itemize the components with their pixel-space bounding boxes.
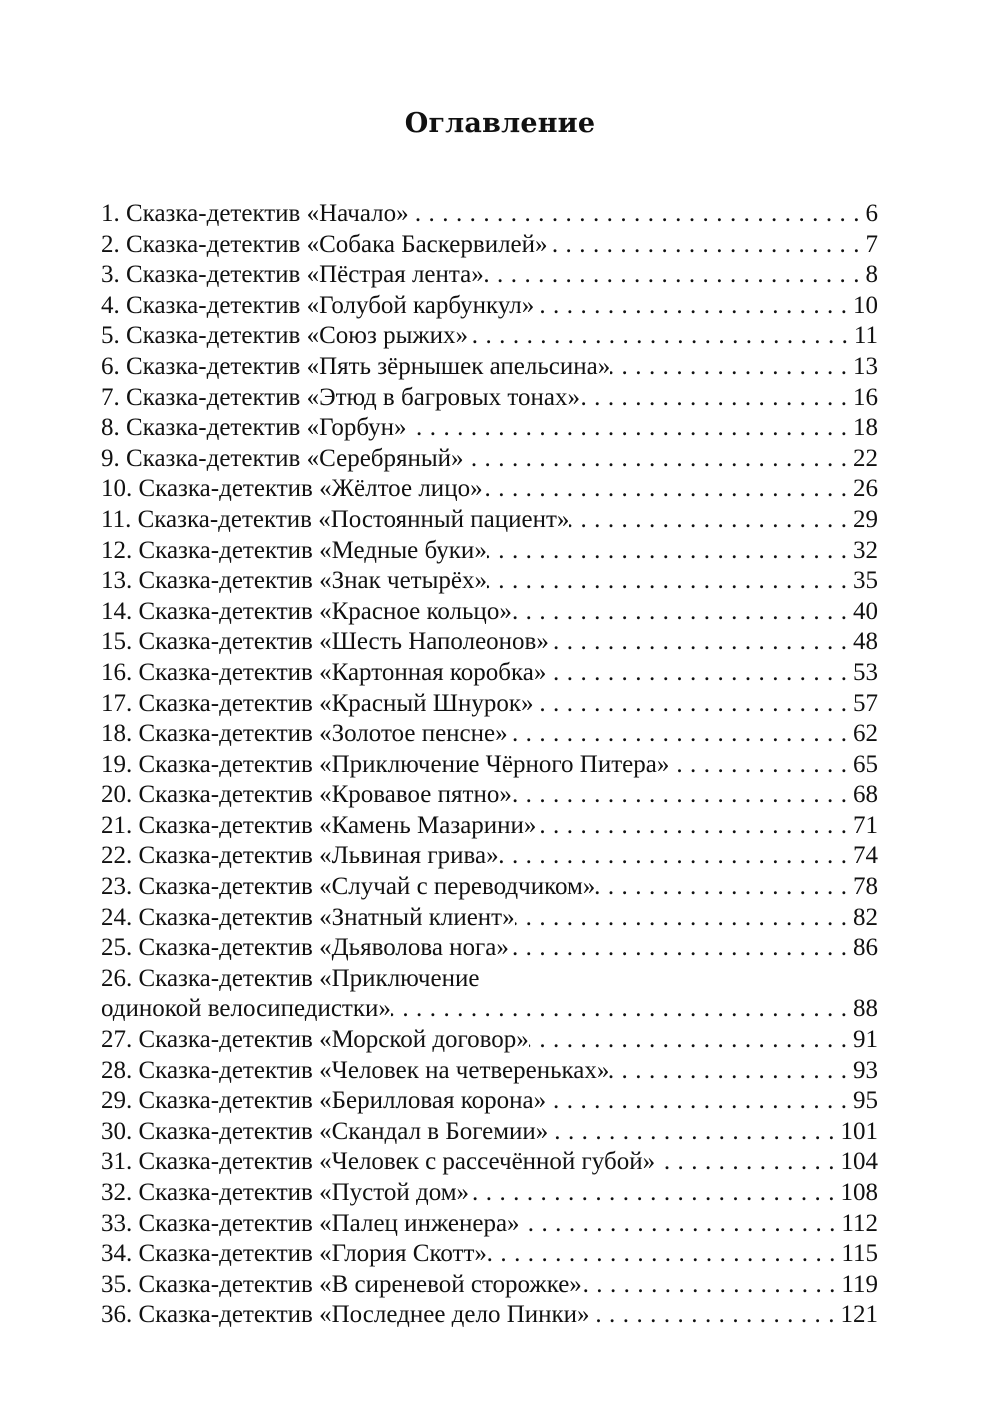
toc-dot-leader	[610, 352, 853, 383]
toc-page-number: 115	[841, 1240, 878, 1268]
toc-page-number: 57	[853, 689, 878, 717]
toc-entry-title: 32. Сказка-детектив «Пустой дом»	[101, 1179, 470, 1206]
toc-entry-title: 17. Сказка-детектив «Красный Шнурок»	[101, 689, 534, 717]
toc-entry-title: 9. Сказка-детектив «Серебряный»	[101, 444, 464, 472]
toc-dot-leader	[468, 321, 854, 352]
toc-entry-title: 29. Сказка-детектив «Берилловая корона»	[101, 1087, 547, 1115]
toc-entry-title: 36. Сказка-детектив «Последнее дело Пинки»	[101, 1301, 590, 1329]
toc-entry[interactable]	[101, 597, 878, 628]
toc-page-number: 7	[865, 230, 878, 258]
toc-page-number: 16	[853, 383, 878, 411]
toc-entry[interactable]	[101, 903, 878, 934]
toc-dot-leader	[499, 841, 853, 872]
toc-entry-title: 10. Сказка-детектив «Жёлтое лицо»	[101, 475, 483, 503]
toc-entry-title: 28. Сказка-детектив «Человек на четвереньках»	[101, 1056, 610, 1084]
toc-dot-leader	[590, 1300, 841, 1331]
toc-page-number: 29	[853, 505, 878, 533]
toc-dot-leader	[582, 1270, 842, 1301]
toc-dot-leader	[548, 1117, 840, 1148]
toc-dot-leader	[569, 505, 853, 536]
toc-dot-leader	[609, 1056, 853, 1087]
toc-entry[interactable]	[101, 780, 878, 811]
toc-dot-leader	[508, 719, 853, 750]
toc-entry[interactable]	[101, 444, 878, 475]
toc-entry-title: 14. Сказка-детектив «Красное кольцо»	[101, 597, 512, 625]
toc-page-number: 74	[853, 842, 878, 870]
toc-entry-title: 11. Сказка-детектив «Постоянный пациент»	[101, 505, 570, 533]
toc-dot-leader	[469, 1178, 840, 1209]
toc-dot-leader	[655, 1147, 840, 1178]
toc-page-number: 88	[853, 995, 878, 1023]
toc-dot-leader	[534, 291, 853, 322]
toc-dot-leader	[391, 994, 853, 1025]
toc-dot-leader	[669, 750, 853, 781]
toc-entry-title: 3. Сказка-детектив «Пёстрая лента»	[101, 261, 484, 289]
toc-entry[interactable]	[101, 566, 878, 597]
toc-dot-leader	[512, 597, 853, 628]
toc-entry[interactable]	[101, 1086, 878, 1117]
toc-entry[interactable]	[101, 413, 878, 444]
toc-entry[interactable]	[101, 383, 878, 414]
toc-entry-title: 2. Сказка-детектив «Собака Баскервилей»	[101, 230, 548, 258]
toc-entry[interactable]	[101, 1300, 878, 1331]
toc-page-number: 68	[853, 781, 878, 809]
toc-dot-leader	[487, 536, 853, 567]
toc-dot-leader	[580, 383, 853, 414]
toc-dot-leader	[534, 689, 853, 720]
page-title: Оглавление	[404, 108, 596, 139]
toc-entry[interactable]	[101, 994, 878, 1025]
toc-entry[interactable]	[101, 1209, 878, 1240]
toc-entry-title: 13. Сказка-детектив «Знак четырёх»	[101, 567, 487, 595]
toc-entry-title: 8. Сказка-детектив «Горбун»	[101, 414, 407, 442]
toc-entry-title: 33. Сказка-детектив «Палец инженера»	[101, 1209, 520, 1237]
toc-entry-title: 7. Сказка-детектив «Этюд в багровых тонах»	[101, 383, 580, 411]
toc-entry[interactable]	[101, 627, 878, 658]
toc-entry[interactable]	[101, 1147, 878, 1178]
toc-entry[interactable]	[101, 872, 878, 903]
toc-page-number: 121	[840, 1301, 878, 1329]
toc-entry[interactable]	[101, 689, 878, 720]
toc-dot-leader	[487, 1239, 842, 1270]
toc-page-number: 35	[853, 567, 878, 595]
table-of-contents	[101, 199, 878, 1331]
toc-page-number: 40	[853, 597, 878, 625]
toc-page-number: 91	[853, 1026, 878, 1054]
toc-entry[interactable]	[101, 230, 878, 261]
toc-entry[interactable]	[101, 1117, 878, 1148]
toc-entry[interactable]	[101, 352, 878, 383]
toc-page-number: 18	[853, 414, 878, 442]
toc-entry[interactable]	[101, 1056, 878, 1087]
toc-dot-leader	[548, 230, 866, 261]
toc-entry[interactable]	[101, 505, 878, 536]
toc-page-number: 65	[853, 750, 878, 778]
toc-entry-title: 30. Сказка-детектив «Скандал в Богемии»	[101, 1117, 549, 1145]
toc-entry-title: 22. Сказка-детектив «Львиная грива»	[101, 842, 499, 870]
toc-dot-leader	[464, 444, 853, 475]
toc-entry-title: 15. Сказка-детектив «Шесть Наполеонов»	[101, 628, 549, 656]
toc-dot-leader	[509, 933, 853, 964]
toc-entry-title: 16. Сказка-детектив «Картонная коробка»	[101, 658, 547, 686]
toc-page-number: 101	[840, 1117, 878, 1145]
toc-entry-title: 20. Сказка-детектив «Кровавое пятно»	[101, 781, 512, 809]
toc-page-number: 32	[853, 536, 878, 564]
toc-entry-title: 27. Сказка-детектив «Морской договор»	[101, 1026, 529, 1054]
toc-dot-leader	[546, 1086, 853, 1117]
toc-page-number: 95	[853, 1087, 878, 1115]
toc-dot-leader	[483, 474, 853, 505]
toc-entry[interactable]	[101, 964, 878, 995]
toc-dot-leader	[487, 566, 853, 597]
toc-dot-leader	[546, 658, 853, 689]
toc-entry-title: 24. Сказка-детектив «Знатный клиент»	[101, 903, 515, 931]
toc-page-number: 8	[865, 261, 878, 289]
toc-page-number: 108	[840, 1179, 878, 1206]
toc-page-number: 104	[840, 1148, 878, 1176]
toc-entry-title: 6. Сказка-детектив «Пять зёрнышек апельсина»	[101, 352, 611, 380]
toc-entry-title: 23. Сказка-детектив «Случай с переводчиком»	[101, 873, 596, 901]
toc-page-number: 22	[853, 444, 878, 472]
toc-dot-leader	[407, 413, 853, 444]
toc-page-number: 11	[853, 322, 878, 350]
toc-entry-title: одинокой велосипедистки»	[101, 995, 391, 1023]
toc-page-number: 10	[853, 291, 878, 319]
toc-page-number: 86	[853, 934, 878, 962]
toc-page-number: 82	[853, 903, 878, 931]
toc-entry[interactable]	[101, 1239, 878, 1270]
toc-page-number: 93	[853, 1056, 878, 1084]
toc-entry-title: 26. Сказка-детектив «Приключение	[101, 964, 480, 992]
toc-entry[interactable]	[101, 841, 878, 872]
toc-entry-title: 1. Сказка-детектив «Начало»	[101, 200, 409, 227]
toc-dot-leader	[536, 811, 853, 842]
toc-entry-title: 35. Сказка-детектив «В сиреневой сторожке»	[101, 1270, 582, 1298]
toc-entry[interactable]	[101, 260, 878, 291]
toc-entry[interactable]	[101, 199, 878, 230]
toc-page-number: 6	[865, 200, 878, 227]
toc-dot-leader	[595, 872, 853, 903]
toc-dot-leader	[529, 1025, 853, 1056]
toc-entry[interactable]	[101, 321, 878, 352]
toc-entry-title: 5. Сказка-детектив «Союз рыжих»	[101, 322, 469, 350]
toc-page-number: 78	[853, 873, 878, 901]
toc-entry-title: 4. Сказка-детектив «Голубой карбункул»	[101, 291, 535, 319]
toc-dot-leader	[484, 260, 866, 291]
toc-entry[interactable]	[101, 1025, 878, 1056]
toc-entry[interactable]	[101, 536, 878, 567]
toc-entry-title: 12. Сказка-детектив «Медные буки»	[101, 536, 487, 564]
toc-dot-leader	[512, 780, 853, 811]
toc-entry-title: 31. Сказка-детектив «Человек с рассечённой губой»	[101, 1148, 656, 1176]
toc-dot-leader	[515, 903, 853, 934]
toc-entry[interactable]	[101, 291, 878, 322]
toc-page-number: 13	[853, 352, 878, 380]
toc-entry[interactable]	[101, 1270, 878, 1301]
toc-entry[interactable]	[101, 811, 878, 842]
toc-entry-title: 34. Сказка-детектив «Глория Скотт»	[101, 1240, 487, 1268]
toc-entry[interactable]	[101, 658, 878, 689]
toc-entry[interactable]	[101, 1178, 878, 1209]
toc-entry-title: 18. Сказка-детектив «Золотое пенсне»	[101, 720, 508, 748]
toc-entry[interactable]	[101, 750, 878, 781]
toc-entry[interactable]	[101, 933, 878, 964]
toc-dot-leader	[549, 627, 853, 658]
toc-entry[interactable]	[101, 719, 878, 750]
toc-page-number: 112	[841, 1209, 878, 1237]
toc-page-number: 26	[853, 475, 878, 503]
toc-entry-title: 21. Сказка-детектив «Камень Мазарини»	[101, 811, 537, 839]
toc-dot-leader	[520, 1209, 842, 1240]
toc-entry-title: 25. Сказка-детектив «Дьяволова нога»	[101, 934, 509, 962]
toc-dot-leader	[409, 199, 866, 230]
toc-page-number: 53	[853, 658, 878, 686]
toc-page-number: 48	[853, 628, 878, 656]
toc-page-number: 71	[853, 811, 878, 839]
toc-entry[interactable]	[101, 474, 878, 505]
toc-entry-title: 19. Сказка-детектив «Приключение Чёрного Питера»	[101, 750, 670, 778]
toc-page-number: 62	[853, 720, 878, 748]
toc-page-number: 119	[841, 1270, 878, 1298]
